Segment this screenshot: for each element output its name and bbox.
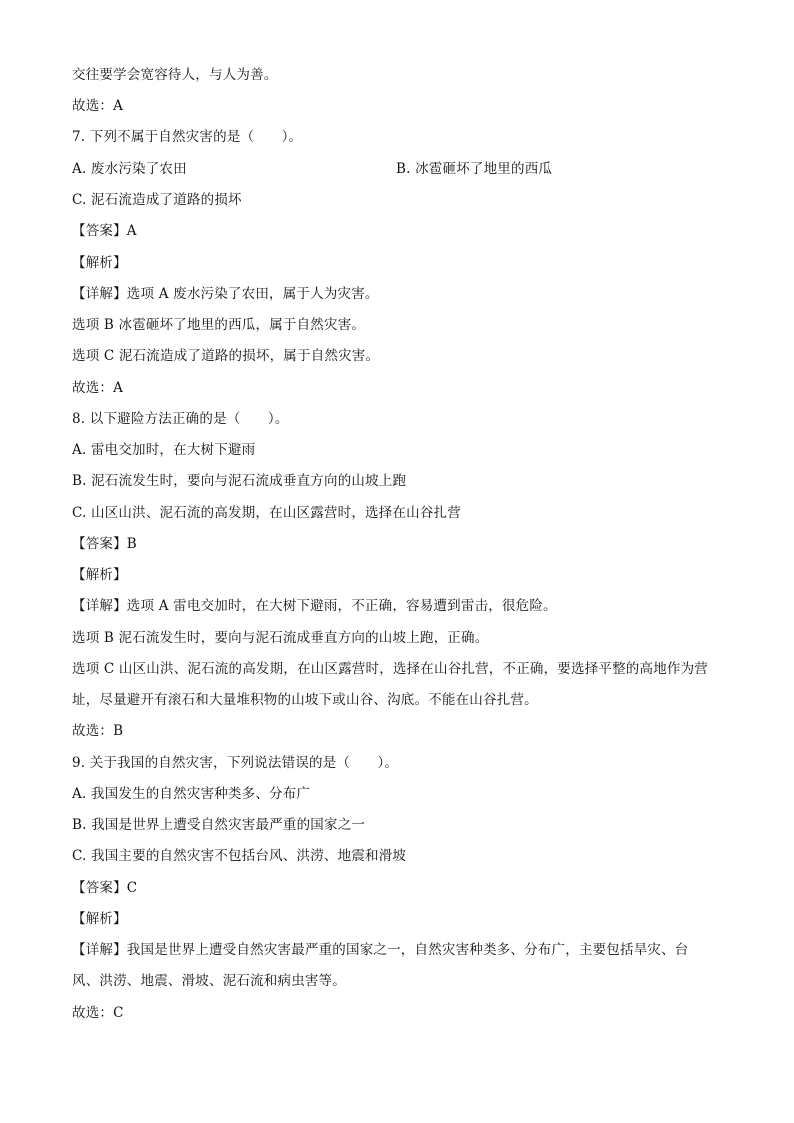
q9-stem: 9. 关于我国的自然灾害，下列说法错误的是（ ）。 bbox=[72, 755, 399, 771]
intro-final-answer: 故选：A bbox=[72, 98, 124, 114]
q7-options-row bbox=[72, 160, 732, 178]
q9-option-c: C. 我国主要的自然灾害不包括台风、洪涝、地震和滑坡 bbox=[72, 848, 407, 864]
q8-stem: 8. 以下避险方法正确的是（ ）。 bbox=[72, 411, 289, 427]
q8-answer: 【答案】B bbox=[72, 536, 137, 552]
q9-final-answer: 故选：C bbox=[72, 1005, 124, 1021]
q7-analysis-heading: 【解析】 bbox=[72, 255, 127, 271]
q7-answer: 【答案】A bbox=[72, 223, 137, 239]
q9-option-a: A. 我国发生的自然灾害种类多、分布广 bbox=[72, 786, 311, 802]
q7-detail-1: 【详解】选项 A 废水污染了农田，属于人为灾害。 bbox=[72, 286, 379, 302]
q7-final-answer: 故选：A bbox=[72, 380, 124, 396]
q7-detail-3: 选项 C 泥石流造成了道路的损坏，属于自然灾害。 bbox=[72, 348, 380, 364]
q8-option-a: A. 雷电交加时，在大树下避雨 bbox=[72, 442, 256, 458]
q9-analysis-heading: 【解析】 bbox=[72, 911, 127, 927]
q8-option-b: B. 泥石流发生时，要向与泥石流成垂直方向的山坡上跑 bbox=[72, 473, 407, 489]
q9-detail-1: 【详解】我国是世界上遭受自然灾害最严重的国家之一，自然灾害种类多、分布广，主要包括旱灾、台 bbox=[72, 942, 689, 958]
intro-text: 交往要学会宽容待人，与人为善。 bbox=[72, 67, 278, 83]
q9-detail-2: 风、洪涝、地震、滑坡、泥石流和病虫害等。 bbox=[72, 973, 346, 989]
q7-option-c: C. 泥石流造成了道路的损坏 bbox=[72, 192, 242, 208]
q8-option-c: C. 山区山洪、泥石流的高发期，在山区露营时，选择在山谷扎营 bbox=[72, 505, 461, 521]
q8-detail-4: 址，尽量避开有滚石和大量堆积物的山坡下或山谷、沟底。不能在山谷扎营。 bbox=[72, 692, 538, 708]
q8-final-answer: 故选：B bbox=[72, 723, 124, 739]
q7-detail-2: 选项 B 冰雹砸坏了地里的西瓜，属于自然灾害。 bbox=[72, 317, 366, 333]
q7-stem: 7. 下列不属于自然灾害的是（ ）。 bbox=[72, 129, 303, 145]
q7-option-a: A. 废水污染了农田 bbox=[72, 161, 187, 177]
q8-detail-1: 【详解】选项 A 雷电交加时，在大树下避雨，不正确，容易遭到雷击，很危险。 bbox=[72, 598, 557, 614]
q9-answer: 【答案】C bbox=[72, 880, 138, 896]
q8-analysis-heading: 【解析】 bbox=[72, 567, 127, 583]
q7-option-b: B. 冰雹砸坏了地里的西瓜 bbox=[396, 161, 553, 177]
q8-detail-2: 选项 B 泥石流发生时，要向与泥石流成垂直方向的山坡上跑，正确。 bbox=[72, 630, 489, 646]
q9-option-b: B. 我国是世界上遭受自然灾害最严重的国家之一 bbox=[72, 817, 366, 833]
q8-detail-3: 选项 C 山区山洪、泥石流的高发期，在山区露营时，选择在山谷扎营，不正确，要选择平整的高地作为营 bbox=[72, 661, 709, 677]
